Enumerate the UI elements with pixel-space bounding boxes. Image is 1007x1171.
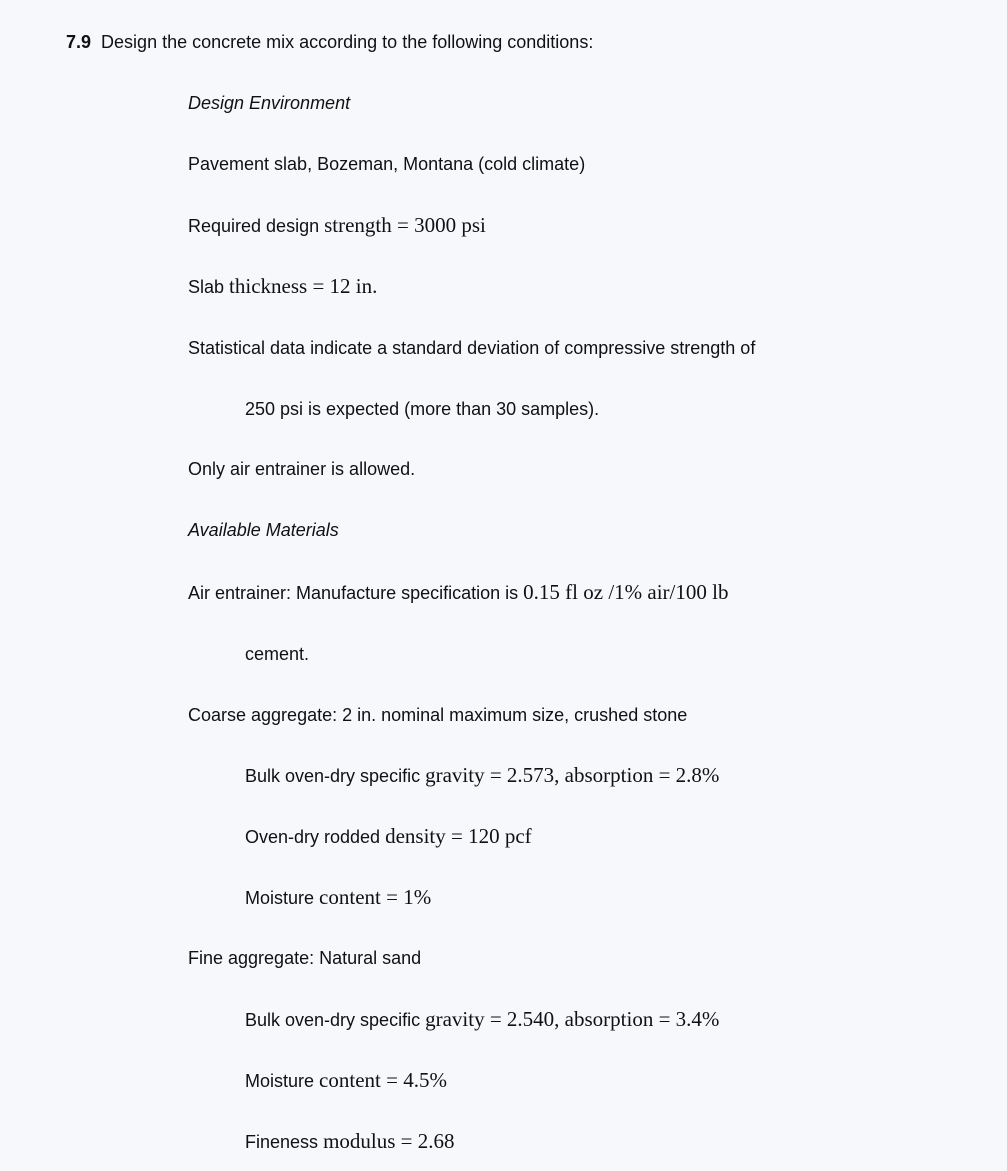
fine-fineness-modulus — [245, 1129, 455, 1154]
fine-sg-value: gravity = 2.540, absorption = 3.4% — [425, 1007, 720, 1031]
site-description: Pavement slab, Bozeman, Montana (cold climate) — [188, 154, 586, 174]
coarse-density-label: Oven-dry rodded — [245, 827, 381, 847]
statistical-data-line1: Statistical data indicate a standard deviation of compressive strength of — [188, 338, 756, 358]
slab-thickness-label: Slab — [188, 277, 225, 297]
fine-moisture-value: content = 4.5% — [319, 1068, 447, 1092]
design-environment-heading: Design Environment — [188, 93, 351, 113]
air-entrainer-continuation: cement. — [245, 644, 310, 664]
admixture-note: Only air entrainer is allowed. — [188, 459, 416, 479]
design-strength — [188, 213, 486, 238]
air-entrainer-label: Air entrainer: Manufacture specification is — [188, 583, 519, 603]
slab-thickness-value: thickness = 12 in. — [229, 274, 378, 298]
fine-aggregate-title: Fine aggregate: Natural sand — [188, 948, 422, 968]
coarse-specific-gravity — [245, 763, 719, 788]
fine-moisture — [245, 1068, 447, 1093]
fine-fm-value: modulus = 2.68 — [323, 1129, 455, 1153]
coarse-moisture-value: content = 1% — [319, 885, 432, 909]
problem-header — [66, 30, 593, 54]
air-entrainer-dosage: 0.15 fl oz /1% air/100 lb — [523, 580, 729, 604]
air-entrainer — [188, 580, 728, 605]
problem-number: 7.9 — [66, 32, 92, 52]
fine-sg-label: Bulk oven-dry specific — [245, 1010, 421, 1030]
fine-specific-gravity — [245, 1007, 719, 1032]
fine-fm-label: Fineness — [245, 1132, 319, 1152]
design-strength-label: Required design — [188, 216, 320, 236]
available-materials-heading: Available Materials — [188, 520, 339, 540]
problem-intro: Design the concrete mix according to the following conditions: — [101, 32, 594, 52]
statistical-data-line2: 250 psi is expected (more than 30 samples). — [245, 399, 600, 419]
coarse-aggregate-title: Coarse aggregate: 2 in. nominal maximum size, crushed stone — [188, 705, 688, 725]
coarse-moisture-label: Moisture — [245, 888, 315, 908]
coarse-sg-value: gravity = 2.573, absorption = 2.8% — [425, 763, 720, 787]
coarse-rodded-density — [245, 824, 532, 849]
slab-thickness — [188, 274, 377, 299]
design-strength-value: strength = 3000 psi — [324, 213, 486, 237]
coarse-density-value: density = 120 pcf — [385, 824, 532, 848]
coarse-sg-label: Bulk oven-dry specific — [245, 766, 421, 786]
fine-moisture-label: Moisture — [245, 1071, 315, 1091]
coarse-moisture — [245, 885, 431, 910]
